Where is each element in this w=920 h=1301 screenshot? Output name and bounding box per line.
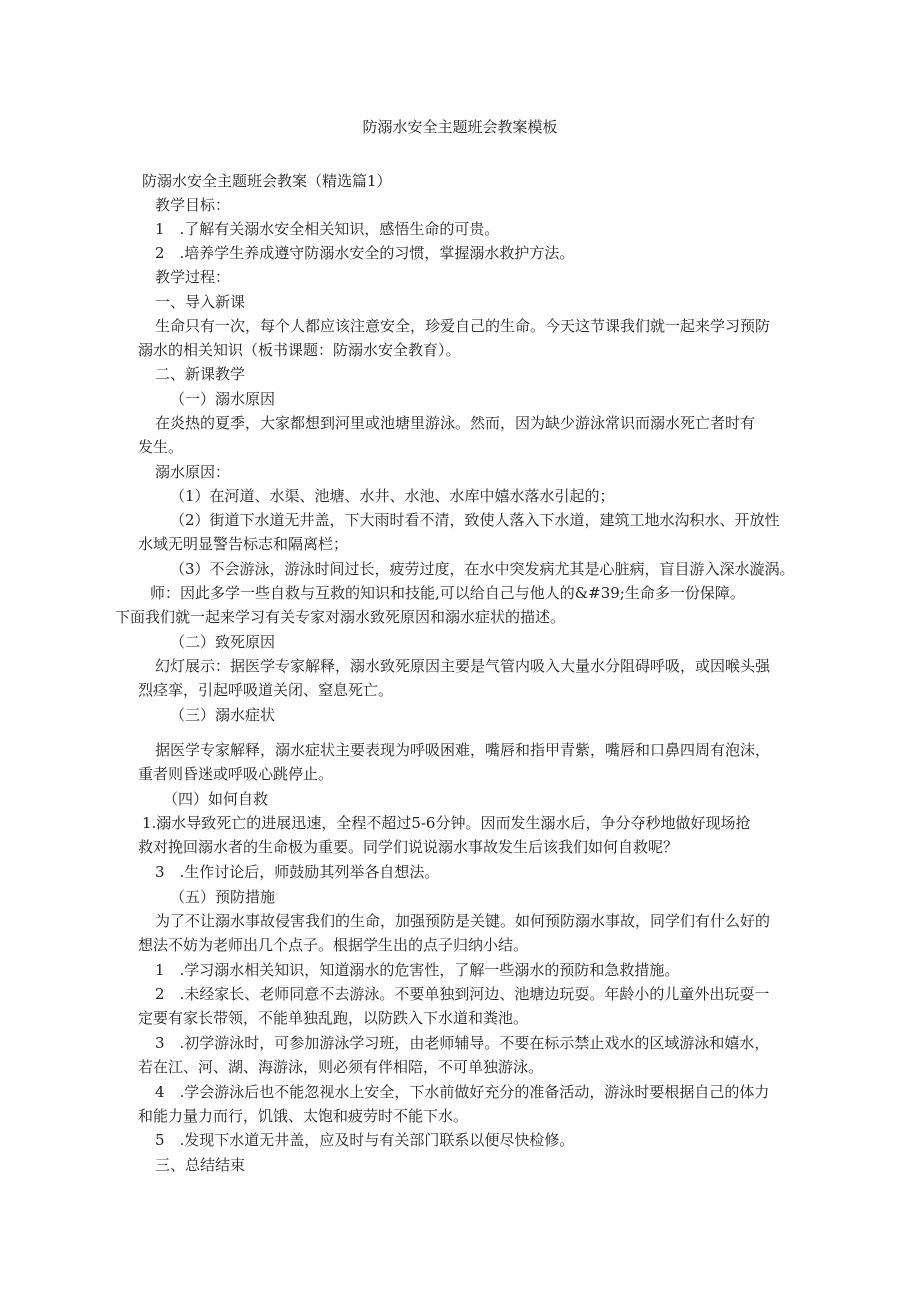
text-line: 二、新课教学 — [155, 365, 246, 383]
text-line: 下面我们就一起来学习有关专家对溺水致死原因和溺水症状的描述。 — [115, 608, 566, 626]
text-line: 3 .生作讨论后，师鼓励其列举各自想法。 — [155, 863, 440, 881]
text-line: （2）街道下水道无井盖，下大雨时看不清，致使人落入下水道，建筑工地水沟积水、开放性 — [170, 511, 780, 529]
text-line: 重者则昏迷或呼吸心跳停止。 — [138, 765, 334, 783]
text-line: （三）溺水症状 — [170, 706, 276, 724]
text-line: （3）不会游泳，游泳时间过长，疲劳过度，在水中突发病尤其是心脏病，盲目游入深水漩涡。 — [170, 560, 795, 578]
text-line: 一、导入新课 — [155, 293, 246, 311]
text-line: 1.溺水导致死亡的进展迅速，全程不超过5-6分钟。因而发生溺水后，争分夺秒地做好现场抢 — [142, 814, 751, 832]
text-line: 在炎热的夏季，大家都想到河里或池塘里游泳。然而，因为缺少游泳常识而溺水死亡者时有 — [155, 414, 756, 432]
text-line: 想法不妨为老师出几个点子。根据学生出的点子归纳小结。 — [138, 936, 529, 954]
text-line: 三、总结结束 — [155, 1156, 246, 1174]
text-line: 师：因此多学一些自救与互救的知识和技能,可以给自己与他人的&#39;生命多一份保障。 — [150, 584, 745, 602]
text-line: 3 .初学游泳时，可参加游泳学习班，由老师辅导。不要在标示禁止戏水的区域游泳和嬉水， — [155, 1034, 770, 1052]
text-line: 1 .学习溺水相关知识，知道溺水的危害性，了解一些溺水的预防和急救措施。 — [155, 961, 680, 979]
text-line: 2 .未经家长、老师同意不去游泳。不要单独到河边、池塘边玩耍。年龄小的儿童外出玩耍一 — [155, 985, 770, 1003]
text-line: 防溺水安全主题班会教案（精选篇1） — [142, 172, 392, 190]
text-line: 教学目标： — [155, 196, 231, 214]
text-line: 教学过程： — [155, 268, 231, 286]
text-line: （1）在河道、水渠、池塘、水井、水池、水库中嬉水落水引起的； — [170, 487, 615, 505]
text-line: 4 .学会游泳后也不能忽视水上安全，下水前做好充分的准备活动，游泳时要根据自己的体力 — [155, 1083, 770, 1101]
text-line: 溺水原因： — [155, 463, 231, 481]
document-title: 防溺水安全主题班会教案模板 — [362, 118, 558, 136]
text-line: （四）如何自救 — [163, 790, 269, 808]
text-line: （二）致死原因 — [170, 633, 276, 651]
text-line: 幻灯展示：据医学专家解释，溺水致死原因主要是气管内吸入大量水分阻碍呼吸，或因喉头强 — [155, 657, 771, 675]
text-line: 1 .了解有关溺水安全相关知识，感悟生命的可贵。 — [155, 220, 500, 238]
text-line: 据医学专家解释，溺水症状主要表现为呼吸困难，嘴唇和指甲青紫，嘴唇和口鼻四周有泡沫， — [155, 741, 771, 759]
text-line: 2 .培养学生养成遵守防溺水安全的习惯，掌握溺水救护方法。 — [155, 244, 575, 262]
text-line: 发生。 — [138, 438, 184, 456]
text-line: 定要有家长带领，不能单独乱跑，以防跌入下水道和粪池。 — [138, 1009, 529, 1027]
text-line: 生命只有一次，每个人都应该注意安全，珍爱自己的生命。今天这节课我们就一起来学习预防 — [155, 317, 771, 335]
text-line: 救对挽回溺水者的生命极为重要。同学们说说溺水事故发生后该我们如何自救呢？ — [138, 838, 679, 856]
text-line: 5 .发现下水道无井盖，应及时与有关部门联系以便尽快检修。 — [155, 1131, 575, 1149]
text-line: 若在江、河、湖、海游泳，则必须有伴相陪，不可单独游泳。 — [138, 1058, 544, 1076]
text-line: 烈痉挛，引起呼吸道关闭、窒息死亡。 — [138, 681, 394, 699]
text-line: （五）预防措施 — [170, 888, 276, 906]
text-line: 水域无明显警告标志和隔离栏； — [138, 535, 349, 553]
text-line: 为了不让溺水事故侵害我们的生命，加强预防是关键。如何预防溺水事故，同学们有什么好的 — [155, 912, 771, 930]
text-line: 溺水的相关知识（板书课题：防溺水安全教育）。 — [138, 341, 461, 359]
text-line: （一）溺水原因 — [170, 390, 276, 408]
text-line: 和能力量力而行，饥饿、太饱和疲劳时不能下水。 — [138, 1107, 469, 1125]
